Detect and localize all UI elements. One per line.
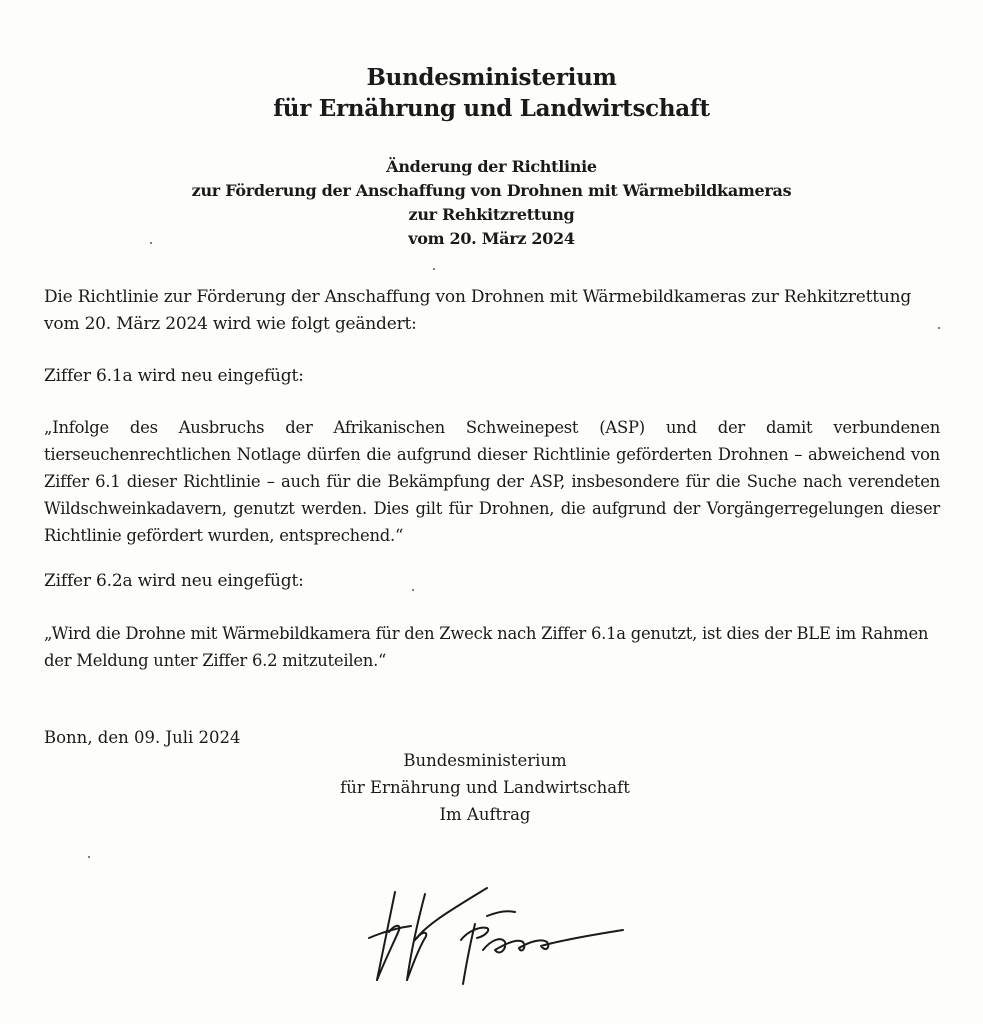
title-line2: zur Förderung der Anschaffung von Drohnen mit Wärmebildkameras	[191, 181, 792, 200]
title-line4: vom 20. März 2024	[408, 229, 575, 248]
handwritten-signature	[355, 880, 635, 990]
ziffer-61a-text: „Infolge des Ausbruchs der Afrikanischen Schweinepest (ASP) und der damit verbundenen tierseuchenrechtlichen Notlage dürfen die aufgrund dieser Richtlinie geförderten Drohnen – abweichend von Ziffer 6.1 dieser Richtlinie – auch für die Bekämpfung der ASP, insbesondere für die Suche nach verendeten Wildschweinkadavern, genutzt werden. Dies gilt für Drohnen, die aufgrund der Vorgängerregelungen dieser Richtlinie gefördert wurden, entsprechend.“	[44, 418, 940, 545]
ministry-name-line2: für Ernährung und Landwirtschaft	[273, 95, 710, 122]
title-line3: zur Rehkitzrettung	[408, 205, 575, 224]
document-title	[0, 155, 983, 251]
ziffer-62a-heading: Ziffer 6.2a wird neu eingefügt:	[44, 571, 304, 591]
scan-speck	[938, 327, 940, 329]
title-line1: Änderung der Richtlinie	[386, 157, 597, 176]
signature-block	[285, 747, 685, 828]
scan-speck	[150, 242, 152, 244]
intro-paragraph: Die Richtlinie zur Förderung der Anschaffung von Drohnen mit Wärmebildkameras zur Rehkitzrettung vom 20. März 2024 wird wie folgt geändert:	[44, 287, 912, 334]
sign-ministry-line1: Bundesministerium	[403, 751, 567, 770]
ministry-name-line1: Bundesministerium	[366, 64, 617, 91]
sign-on-behalf: Im Auftrag	[439, 805, 531, 824]
place-date: Bonn, den 09. Juli 2024	[44, 728, 241, 747]
ziffer-62a-text: „Wird die Drohne mit Wärmebildkamera für den Zweck nach Ziffer 6.1a genutzt, ist dies der BLE im Rahmen der Meldung unter Ziffer 6.2 mitzuteilen.“	[44, 624, 929, 670]
ziffer-61a-heading: Ziffer 6.1a wird neu eingefügt:	[44, 366, 304, 386]
scan-speck	[412, 589, 414, 591]
scan-speck	[433, 268, 435, 270]
scan-speck	[88, 856, 90, 858]
sign-ministry-line2: für Ernährung und Landwirtschaft	[340, 778, 630, 797]
ministry-header	[0, 62, 983, 124]
